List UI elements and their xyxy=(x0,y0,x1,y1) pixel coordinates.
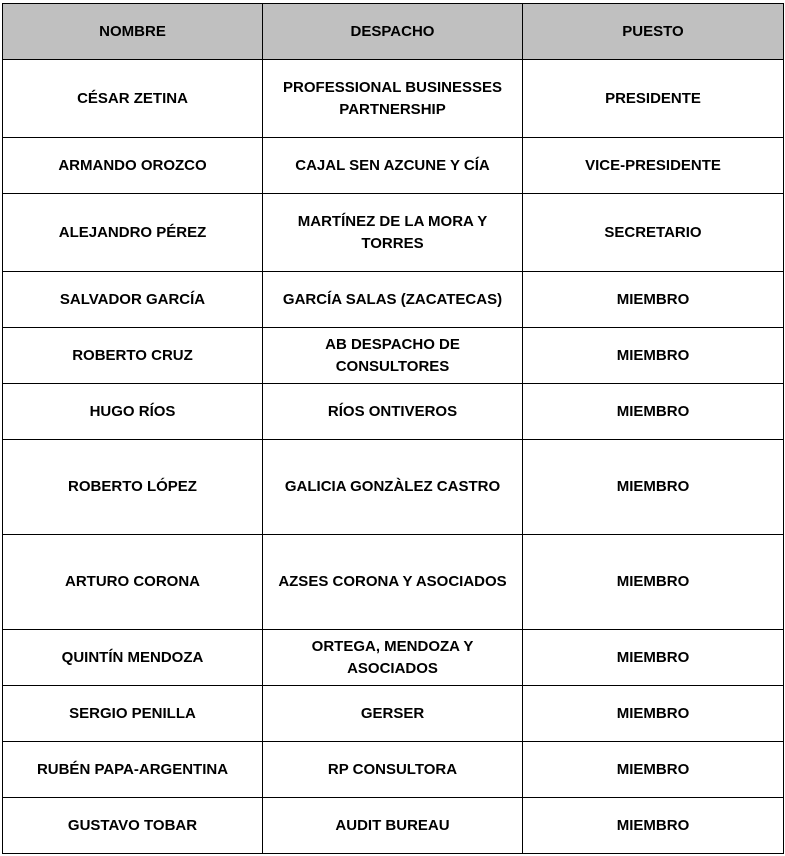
cell-despacho: GERSER xyxy=(263,686,523,742)
table-row xyxy=(3,328,784,384)
column-header-nombre: NOMBRE xyxy=(3,4,263,60)
cell-puesto: MIEMBRO xyxy=(523,440,784,535)
cell-despacho: GALICIA GONZÀLEZ CASTRO xyxy=(263,440,523,535)
cell-despacho: AZSES CORONA Y ASOCIADOS xyxy=(263,535,523,630)
cell-puesto: MIEMBRO xyxy=(523,686,784,742)
table-row xyxy=(3,798,784,854)
cell-despacho: RÍOS ONTIVEROS xyxy=(263,384,523,440)
cell-nombre: QUINTÍN MENDOZA xyxy=(3,630,263,686)
column-header-despacho: DESPACHO xyxy=(263,4,523,60)
cell-nombre: CÉSAR ZETINA xyxy=(3,60,263,138)
table-row xyxy=(3,194,784,272)
cell-despacho: AB DESPACHO DE CONSULTORES xyxy=(263,328,523,384)
cell-despacho: ORTEGA, MENDOZA Y ASOCIADOS xyxy=(263,630,523,686)
table-row xyxy=(3,535,784,630)
cell-nombre: SALVADOR GARCÍA xyxy=(3,272,263,328)
table-row xyxy=(3,384,784,440)
cell-nombre: RUBÉN PAPA-ARGENTINA xyxy=(3,742,263,798)
cell-puesto: SECRETARIO xyxy=(523,194,784,272)
table-row xyxy=(3,686,784,742)
cell-nombre: ALEJANDRO PÉREZ xyxy=(3,194,263,272)
table-row xyxy=(3,138,784,194)
cell-despacho: CAJAL SEN AZCUNE Y CÍA xyxy=(263,138,523,194)
cell-despacho: GARCÍA SALAS (ZACATECAS) xyxy=(263,272,523,328)
cell-nombre: ARTURO CORONA xyxy=(3,535,263,630)
table-row xyxy=(3,272,784,328)
cell-puesto: MIEMBRO xyxy=(523,798,784,854)
cell-despacho: PROFESSIONAL BUSINESSES PARTNERSHIP xyxy=(263,60,523,138)
header-row xyxy=(3,4,784,60)
table-row xyxy=(3,742,784,798)
table-row xyxy=(3,60,784,138)
cell-puesto: MIEMBRO xyxy=(523,384,784,440)
cell-despacho: MARTÍNEZ DE LA MORA Y TORRES xyxy=(263,194,523,272)
cell-nombre: GUSTAVO TOBAR xyxy=(3,798,263,854)
cell-despacho: AUDIT BUREAU xyxy=(263,798,523,854)
cell-puesto: PRESIDENTE xyxy=(523,60,784,138)
table-row xyxy=(3,630,784,686)
cell-nombre: ROBERTO LÓPEZ xyxy=(3,440,263,535)
cell-despacho: RP CONSULTORA xyxy=(263,742,523,798)
cell-puesto: VICE-PRESIDENTE xyxy=(523,138,784,194)
cell-nombre: ARMANDO OROZCO xyxy=(3,138,263,194)
cell-puesto: MIEMBRO xyxy=(523,742,784,798)
table-row xyxy=(3,440,784,535)
cell-puesto: MIEMBRO xyxy=(523,272,784,328)
column-header-puesto: PUESTO xyxy=(523,4,784,60)
cell-puesto: MIEMBRO xyxy=(523,535,784,630)
cell-puesto: MIEMBRO xyxy=(523,328,784,384)
cell-nombre: SERGIO PENILLA xyxy=(3,686,263,742)
cell-puesto: MIEMBRO xyxy=(523,630,784,686)
cell-nombre: HUGO RÍOS xyxy=(3,384,263,440)
cell-nombre: ROBERTO CRUZ xyxy=(3,328,263,384)
members-table xyxy=(2,3,784,854)
